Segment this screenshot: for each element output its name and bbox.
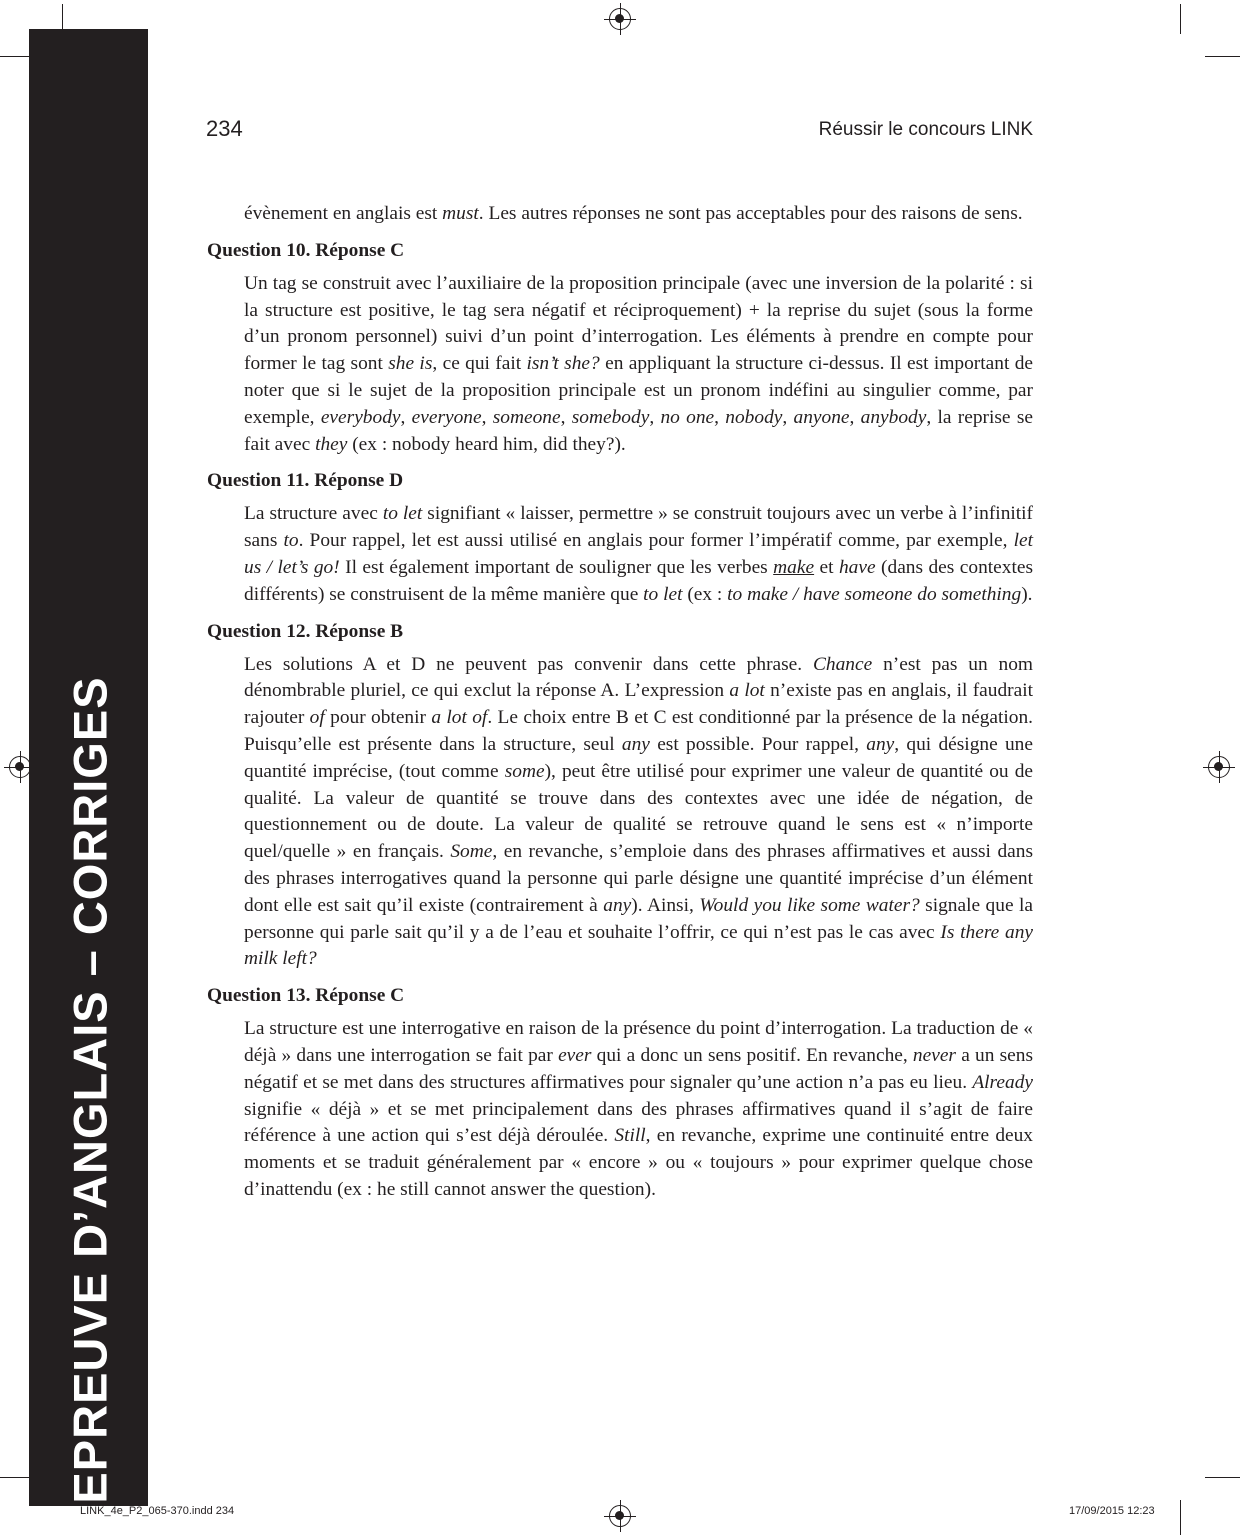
emphasis-term: any [866, 733, 895, 755]
registration-mark-icon [609, 8, 631, 30]
emphasis-term: of [309, 707, 325, 729]
emphasis-term: Still [614, 1125, 646, 1147]
text-run: , [400, 406, 412, 428]
emphasis-term: Chance [812, 653, 873, 675]
emphasis-term: some [504, 760, 545, 782]
text-run: , [481, 406, 493, 428]
running-head: Réussir le concours LINK [818, 119, 1033, 140]
text-run: et [814, 556, 839, 578]
print-slug-date: 17/09/2015 12:23 [1069, 1505, 1155, 1517]
text-run: Un tag se construit avec l’auxiliaire de la proposition principale (avec une inversion de la polarité : si la structure est positive, le tag sera négatif et réciproquement) + la reprise du sujet (sous la forme d’un pronom personnel) suivi d’un point d’interrogation. Les éléments à prendre en compte pour former le tag sont [244, 272, 1033, 375]
text-run: Il est également important de souligner que les verbes [339, 556, 774, 578]
text-run: signifiant « laisser, permettre » se construit toujours avec un verbe à l’infinitif sans [244, 503, 1034, 552]
emphasis-term: to make / have someone do something [727, 583, 1022, 605]
text-run: évènement en anglais est [244, 203, 443, 224]
emphasis-term: make [773, 556, 815, 578]
text-run: , ce qui fait [432, 353, 527, 375]
emphasis-term: have [838, 556, 876, 578]
text-run: n’est pas un nom dénombrable pluriel, ce qui exclut la réponse A. L’expression [244, 653, 1033, 702]
emphasis-term: ever [558, 1044, 592, 1066]
continuation-paragraph [244, 201, 1033, 228]
text-run: , la reprise se fait avec [244, 406, 1033, 455]
emphasis-term: Would you like some water? [699, 894, 920, 916]
question-heading: Question 11. Réponse D [207, 470, 404, 492]
emphasis-term: everyone [411, 406, 482, 428]
question-heading: Question 13. Réponse C [207, 985, 405, 1007]
text-run: , [714, 406, 726, 428]
text-run: . Pour rappel, let est aussi utilisé en anglais pour former l’impératif comme, par exemple, [298, 530, 1014, 552]
text-run: est possible. Pour rappel, [649, 733, 867, 755]
text-run: ). Ainsi, [631, 894, 700, 916]
emphasis-term: no one [660, 406, 715, 428]
section-sidebar-label: EPREUVE D’ANGLAIS – CORRIGES [63, 676, 117, 1504]
question-answer-text [244, 271, 1033, 459]
crop-mark [1180, 4, 1181, 34]
question-heading: Question 12. Réponse B [207, 620, 404, 642]
text-run: La structure est une interrogative en raison de la présence du point d’interrogation. La traduction de « déjà » dans une interrogation se fait par [244, 1018, 1033, 1066]
text-run: , en revanche, exprime une continuité entre deux moments et se traduit généralement par « encore » ou « toujours » pour exprimer quelque chose d’inattendu (ex : he still cannot answer the question). [244, 1125, 1034, 1200]
text-run: (ex : nobody heard him, did they?). [347, 433, 626, 455]
registration-mark-icon [1208, 756, 1230, 778]
print-slug-file: LINK_4e_P2_065-370.indd 234 [80, 1505, 235, 1517]
text-run: signale que la personne qui parle sait qu’il y a de l’eau et souhaite l’offrir, ce qui n’est pas le cas avec [244, 894, 1034, 943]
question-answer-text [244, 1016, 1033, 1204]
registration-mark-icon [9, 756, 31, 778]
emphasis-term: isn’t she? [526, 353, 600, 375]
text-run: a un sens négatif et se met dans des structures affirmatives pour signaler qu’une action n’a pas eu lieu. [244, 1044, 1033, 1093]
text-run: ), peut être utilisé pour exprimer une valeur de quantité ou de qualité. La valeur de quantité se trouve dans des contextes avec une idée de négation, de questionnement ou de doute. La valeur de qualité se retrouve quand le sens est « n’importe quel/quelle » en français. [244, 760, 1033, 863]
text-run: , [849, 406, 861, 428]
text-run: . Le choix entre B et C est conditionné par la présence de la négation. Puisqu’elle est présente dans la structure, seul [244, 707, 1034, 755]
question-block [207, 238, 1033, 459]
text-run: , qui désigne une quantité imprécise, (tout comme [244, 733, 1033, 782]
question-block [207, 468, 1033, 608]
registration-mark-icon [609, 1505, 631, 1527]
text-run: La structure avec [244, 503, 383, 525]
crop-mark [1205, 1477, 1240, 1478]
text-run: . Les autres réponses ne sont pas acceptables pour des raisons de sens. [478, 203, 1023, 224]
emphasis-term: she is [388, 353, 433, 375]
crop-mark [1205, 56, 1240, 57]
emphasis-term: Already [972, 1071, 1033, 1093]
emphasis-term: any [603, 894, 632, 916]
emphasis-term: somebody [571, 406, 650, 428]
text-run: (ex : [682, 583, 728, 605]
emphasis-term: any [621, 733, 650, 755]
question-block [207, 619, 1033, 974]
question-block [207, 983, 1033, 1204]
emphasis-term: a lot of [431, 707, 488, 729]
page-number: 234 [206, 116, 243, 141]
text-run: pour obtenir [324, 707, 432, 729]
emphasis-term: someone [492, 406, 561, 428]
text-run: Les solutions A et D ne peuvent pas convenir dans cette phrase. [244, 653, 813, 675]
emphasis-term: Is there any milk left? [244, 921, 1033, 970]
emphasis-term: anybody [860, 406, 927, 428]
emphasis-term: to let [382, 503, 423, 525]
text-run: , en revanche, s’emploie dans des phrases affirmatives et aussi dans des phrases interrogatives quand la personne qui parle désigne une quantité imprécise d’un élément dont elle est sait qu’il existe (contrairement à [244, 841, 1033, 916]
emphasis-term: everybody [320, 406, 401, 428]
page-content [207, 201, 1033, 1204]
text-run: , [560, 406, 572, 428]
emphasis-term: never [912, 1044, 956, 1066]
text-run: en appliquant la structure ci-dessus. Il est important de noter que si le sujet de la proposition principale est un pronom indéfini au singulier comme, par exemple, [244, 353, 1033, 428]
text-run: qui a donc un sens positif. En revanche, [591, 1044, 913, 1066]
emphasis-term: to [283, 530, 299, 552]
text-run: n’existe pas en anglais, il faudrait rajouter [244, 680, 1034, 729]
question-heading: Question 10. Réponse C [207, 239, 405, 261]
emphasis-term: to let [643, 583, 683, 605]
question-answer-text [244, 501, 1033, 608]
emphasis-term: Some [450, 841, 493, 863]
emphasis-term: must [442, 203, 479, 224]
text-run: ). [1021, 583, 1033, 605]
question-answer-text [244, 652, 1033, 974]
emphasis-term: anyone [793, 406, 850, 428]
emphasis-term: they [315, 433, 348, 455]
emphasis-term: let us / let’s go! [244, 530, 1033, 578]
text-run: , [782, 406, 794, 428]
crop-mark [1180, 1500, 1181, 1535]
emphasis-term: a lot [729, 680, 765, 702]
emphasis-term: nobody [725, 406, 783, 428]
text-run: (dans des contextes différents) se construisent de la même manière que [244, 556, 1033, 605]
text-run: signifie « déjà » et se met principalement dans des phrases affirmatives quand il s’agit de faire référence à une action qui s’est déjà déroulée. [244, 1098, 1033, 1147]
text-run: , [649, 406, 661, 428]
